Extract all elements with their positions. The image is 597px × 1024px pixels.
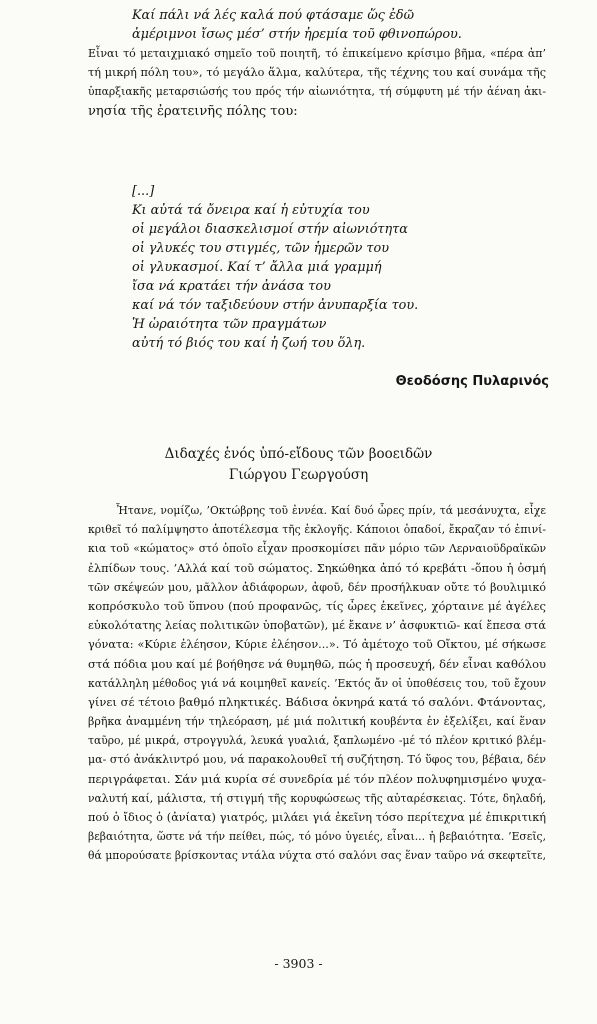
- poem-line: οἱ γλυκές του στιγμές, τῶν ἡμερῶν του: [132, 241, 389, 256]
- body-paragraph-1: [88, 44, 546, 121]
- poem-excerpt-2: [132, 182, 418, 353]
- body-paragraph-2: [88, 501, 546, 866]
- article-author: Γιώργου Γεωργούση: [228, 467, 369, 483]
- text-line: γίνει σέ τέτοιο βαθμό πληκτικές. Βάδισα ὀκνηρά κατά τό σαλόνι. Φτάνοντας,: [88, 694, 546, 709]
- text-line: Ἦτανε, νομίζω, ’Οκτώβρης τοῦ ἐννέα. Καί δυό ὧρες πρίν, τά μεσάνυχτα, εἶχε: [116, 504, 546, 517]
- poem-line: οἱ μεγάλοι διασκελισμοί στήν αἰωνιότητα: [132, 222, 408, 237]
- text-line: ἐλπίδων τους. ’Αλλά καί τοῦ σώματος. Σηκώθηκα ἀπό τό κρεβάτι -ὅπου ἡ ὀσμή: [88, 561, 546, 575]
- text-line: κατάλληλη μέθοδος γιά νά κοιμηθεῖ κανείς. ’Εκτός ἄν οἱ ὑποθέσεις του, τοῦ ἔχουν: [88, 676, 546, 690]
- text-line: τῶν σκέψεών μου, μᾶλλον ἀδιάφορων, ἀφοῦ, δέν προσήλκυαν οὔτε τό βουλιμικό: [88, 580, 546, 594]
- text-line: στά πόδια μου καί μέ βοήθησε νά θυμηθῶ, πώς ἡ προσευχή, δέν εἶναι καθόλου: [88, 656, 546, 671]
- text-line: θά μπορούσατε βρίσκοντας ντάλα νύχτα στό σαλόνι σας ἕναν ταῦρο νά σκεφτεῖτε,: [88, 849, 546, 863]
- text-line: ναλυτή καί, μάλιστα, τή στιγμή τῆς κορυφώσεως τῆς αὐταρέσκειας. Τότε, δηλαδή,: [88, 791, 546, 805]
- text-line: Εἶναι τό μεταιχμιακό σημεῖο τοῦ ποιητῆ, τό ἐπικείμενο κρίσιμο βῆμα, «πέρα ἀπ’: [88, 47, 546, 60]
- text-line: ὑπαρξιακῆς μεταρσιώσής του πρός τήν αἰωνιότητα, τή σύμφυτη μέ τήν ἀέναη ἀκι-: [88, 85, 546, 99]
- poem-line: καί νά τόν ταξιδεύουν στήν ἀνυπαρξία του.: [132, 298, 419, 313]
- text-line: βρῆκα ἀναμμένη τήν τηλεόραση, μέ μιά πολιτική κουβέντα ἐν ἐξελίξει, καί ἕναν: [88, 715, 546, 729]
- poem-line: Ἡ ὡραιότητα τῶν πραγμάτων: [132, 317, 327, 332]
- text-line: μα- στό ἀνάκλιντρό μου, νά παρακολουθεῖ τή συζήτηση. Τό ὕφος του, βέβαια, δέν: [88, 753, 546, 767]
- poem-line: Καί πάλι νά λές καλά πού φτάσαμε ὥς ἐδῶ: [132, 8, 415, 23]
- text-line: κριθεῖ τό παλίμψηστο ἀποτέλεσμα τῆς ἐκλογῆς. Κάποιοι ὁπαδοί, ἔκραζαν τό ἐπινί-: [88, 523, 546, 537]
- article-title: Διδαχές ἑνός ὑπό-εἴδους τῶν βοοειδῶν: [164, 446, 433, 462]
- poem-line: οἱ γλυκασμοί. Καί τ’ ἄλλα μιά γραμμή: [132, 260, 382, 275]
- poem-line: αὐτή τό βιός του καί ἡ ζωή του ὅλη.: [132, 336, 366, 351]
- text-line: περιγράφεται. Σάν μιά κυρία σέ συνεδρία μέ τόν πλέον πολυφημισμένο ψυχα-: [88, 771, 546, 786]
- text-line: κια τοῦ «κώματος» στό ὁποῖο εἶχαν προσκομίσει πᾶν μόριο τῶν Λερναιοϋδραϊκῶν: [88, 542, 546, 556]
- poem-excerpt-1: [132, 6, 462, 44]
- page-number: - 3903 -: [274, 956, 323, 971]
- text-line: τή μικρή πόλη του», τό μεγάλο ἅλμα, καλύτερα, τῆς τέχνης του καί συνάμα τῆς: [88, 66, 546, 80]
- text-line: βεβαιότητα, ὥστε νά τήν πείθει, πώς, τό μόνο ὑγειές, εἶναι... ἡ βεβαιότητα. ’Εσεῖς,: [88, 830, 546, 844]
- text-line: γόνατα: «Κύριε ἐλέησον, Κύριε ἐλέησον...». Τό ἀμέτοχο τοῦ Οἴκτου, μέ σήκωσε: [88, 638, 546, 652]
- author-signature: Θεοδόσης Πυλαρινός: [395, 374, 549, 389]
- text-line: πού ὁ ἴδιος ὁ (ἀνίατα) γιατρός, μιλάει γιά ἐκεῖνη τόσο περίτεχνα μέ ἐπικριτική: [88, 811, 546, 824]
- text-line: κοπρόσκυλο τοῦ ὕπνου (πού προφανῶς, τίς ὧρες ἐκεῖνες, χόρταινε μέ ἀγέλες: [88, 598, 546, 613]
- poem-line: ἴσα νά κρατάει τήν ἀνάσα του: [132, 279, 331, 294]
- text-line-last: νησία τῆς ἐρατεινῆς πόλης του:: [88, 103, 298, 119]
- text-line: εὐκολότατης λείας πολιτικῶν ὑποβατῶν), μέ ἔκανε ν’ ἀσφυκτιῶ- καί ἔπεσα στά: [88, 619, 546, 633]
- poem-line: ἀμέριμνοι ἴσως μέσ’ στήν ἠρεμία τοῦ φθινοπώρου.: [132, 27, 462, 42]
- poem-line: Κι αὐτά τά ὄνειρα καί ἡ εὐτυχία του: [132, 203, 370, 218]
- poem-line: [...]: [132, 184, 155, 199]
- text-line: ταῦρο, μέ μικρά, στρογγυλά, λευκά γυαλιά, ξαπλωμένο -μέ τό πλέον κριτικό βλέμ-: [88, 734, 546, 748]
